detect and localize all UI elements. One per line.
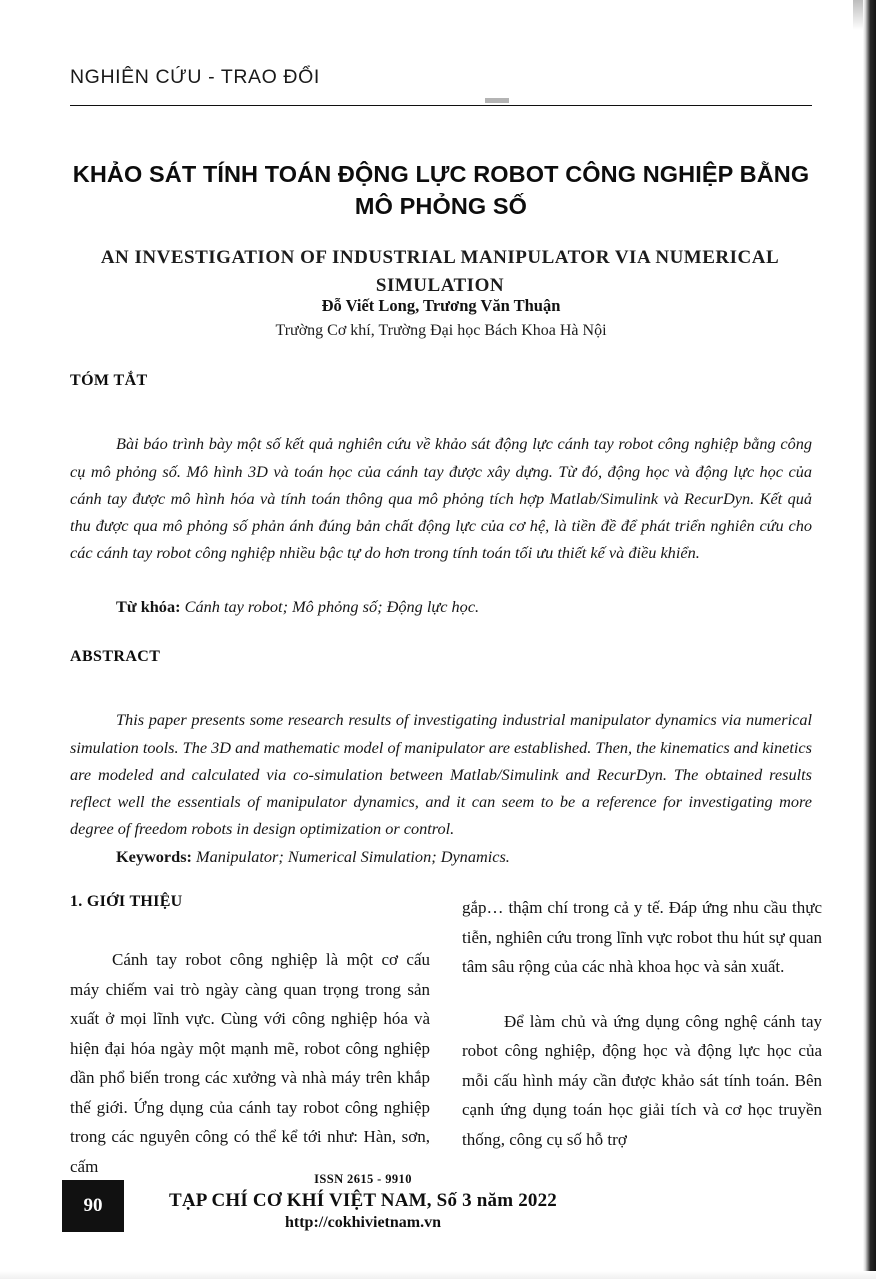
- scan-speck: [485, 98, 509, 103]
- body-column-right: [462, 893, 822, 1154]
- abstract-english-body: This paper presents some research results of investigating industrial manipulator dynamics via numerical simulation tools. The 3D and mathematic model of manipulator are established. Then, the kinematics and kinetics are modeled and calculated via co-simulation between Matlab/Simulink and RecurDyn. The obtained results reflect well the essentials of manipulator dynamics, and it can seem to be a reference for investigating more degree of freedom robots in design optimization or control.: [70, 710, 812, 839]
- footer-url[interactable]: http://cokhivietnam.vn: [284, 1214, 441, 1231]
- abstract-vietnamese-body: Bài báo trình bày một số kết quả nghiên cứu về khảo sát động lực cánh tay robot công nghiệp bằng công cụ mô phỏng số. Mô hình 3D và toán học của cánh tay được xây dựng. Từ đó, động học và động lực học của cánh tay được mô hình hóa và tính toán thông qua mô phỏng tích hợp Matlab/Simulink và RecurDyn. Kết quả thu được qua mô phỏng số phản ánh đúng bản chất động lực của cơ hệ, là tiền đề để phát triển nghiên cứu cho các cánh tay robot công nghiệp nhiều bậc tự do hơn trong tính toán tối ưu thiết kế và điều khiển.: [70, 434, 812, 563]
- running-head-label: NGHIÊN CỨU - TRAO ĐỔI: [70, 66, 320, 88]
- footer-issn: ISSN 2615 - 9910: [314, 1172, 412, 1186]
- keywords-english: [70, 844, 812, 870]
- header-divider: [70, 105, 812, 106]
- keywords-vietnamese-label: Từ khóa:: [116, 597, 181, 617]
- page-number-badge: 90: [62, 1180, 124, 1232]
- section-1-heading: 1. GIỚI THIỆU: [70, 893, 183, 910]
- keywords-vietnamese: [70, 594, 812, 620]
- abstract-vietnamese-heading: TÓM TẮT: [70, 372, 148, 389]
- scan-edge-right: [863, 0, 876, 1279]
- footer-journal-title: TẠP CHÍ CƠ KHÍ VIỆT NAM, Số 3 năm 2022: [168, 1190, 557, 1211]
- body-columns: [70, 893, 822, 1176]
- footer: [128, 1172, 598, 1232]
- section-1-paragraph-right-1: gắp… thậm chí trong cả y tế. Đáp ứng nhu cầu thực tiễn, nghiên cứu trong lĩnh vực robot thu hút sự quan tâm sâu rộng của các nhà khoa học và sản xuất.: [462, 898, 822, 976]
- scan-edge-right-top: [853, 0, 863, 30]
- keywords-english-label: Keywords:: [116, 847, 192, 867]
- abstract-english-heading: ABSTRACT: [70, 648, 161, 665]
- section-1-paragraph-right-2: Để làm chủ và ứng dụng công nghệ cánh tay robot công nghiệp, động học và động lực học của mỗi cấu hình máy cần được khảo sát tính toán. Bên cạnh ứng dụng toán học giải tích và cơ học truyền thống, công cụ số hỗ trợ: [462, 1011, 822, 1149]
- scan-edge-bottom: [0, 1271, 876, 1279]
- author-affiliation: Trường Cơ khí, Trường Đại học Bách Khoa Hà Nội: [275, 322, 607, 339]
- author-names: Đỗ Viết Long, Trương Văn Thuận: [321, 296, 561, 315]
- running-head: [70, 66, 812, 89]
- keywords-english-value: Manipulator; Numerical Simulation; Dynamics.: [196, 847, 510, 867]
- page-title-english: AN INVESTIGATION OF INDUSTRIAL MANIPULATOR VIA NUMERICAL SIMULATION: [100, 246, 780, 296]
- page-title-vietnamese: KHẢO SÁT TÍNH TOÁN ĐỘNG LỰC ROBOT CÔNG NGHIỆP BẰNG MÔ PHỎNG SỐ: [72, 160, 810, 219]
- section-1-paragraph-left: Cánh tay robot công nghiệp là một cơ cấu máy chiếm vai trò ngày càng quan trọng trong sản xuất ở mọi lĩnh vực. Cùng với công nghiệp hóa và hiện đại hóa ngày một mạnh mẽ, robot công nghiệp dần phổ biến trong các xưởng và nhà máy trên khắp thế giới. Ứng dụng của cánh tay robot công nghiệp trong các nguyên công có thể kể tới như: Hàn, sơn, cấm: [70, 950, 430, 1176]
- body-column-left: [70, 893, 430, 1181]
- keywords-vietnamese-value: Cánh tay robot; Mô phỏng số; Động lực học.: [184, 597, 480, 617]
